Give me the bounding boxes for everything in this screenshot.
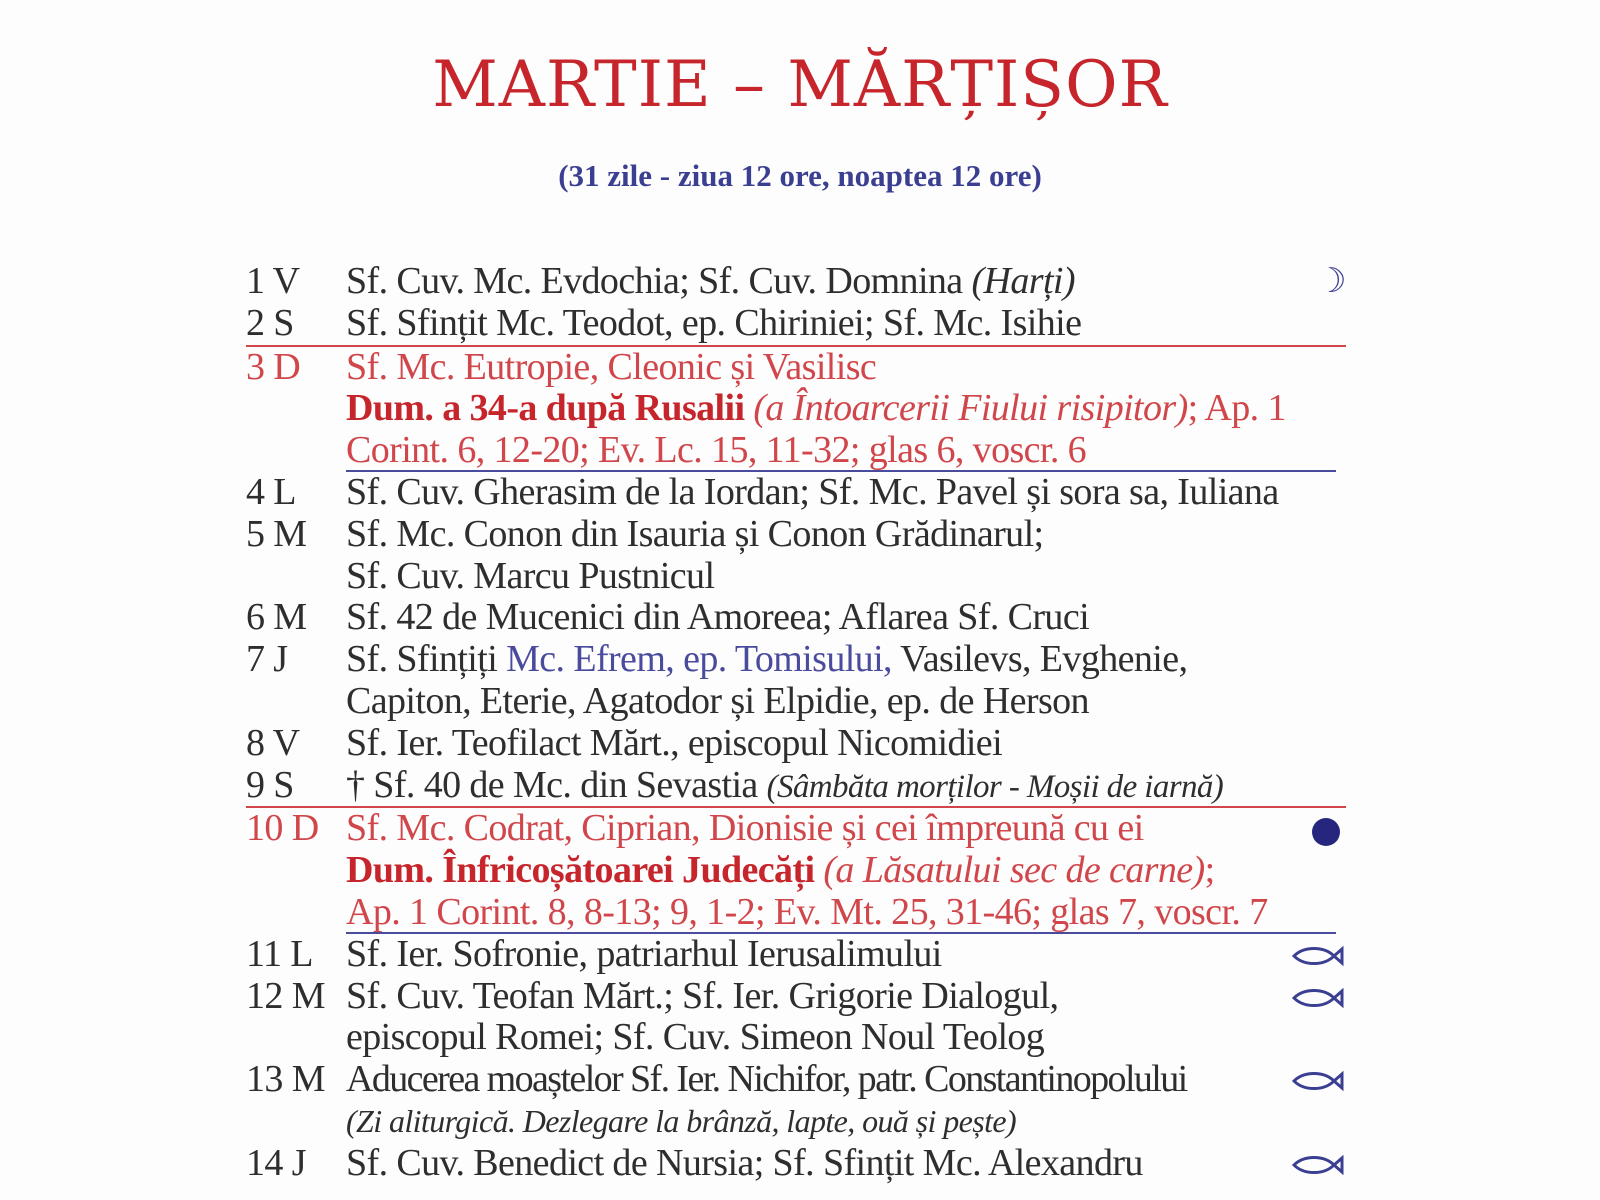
feast-note: (Zi aliturgică. Dezlegare la brânză, lapte, ouă și pește) [346,1102,1017,1139]
list-item [246,808,1346,850]
feast-text: Sf. Sfințiți [346,638,507,681]
fish-icon [1290,988,1344,1008]
list-item [246,976,1346,1018]
list-item [246,597,1346,639]
feast-note: (a Întoarcerii Fiului risipitor) [744,387,1188,430]
day-label: 7 J [246,638,288,681]
list-item-continuation [246,556,1346,598]
list-item [246,723,1346,765]
sunday-title: Dum. a 34-a după Rusalii [346,387,745,430]
list-item-continuation [246,1017,1346,1059]
feast-highlight: Mc. Efrem, ep. Tomisului, [506,638,892,681]
list-item [246,1059,1346,1101]
list-item-continuation [246,1101,1346,1143]
list-item-continuation [246,681,1346,723]
fish-icon [1290,946,1344,966]
day-label: 4 L [246,470,296,513]
feast-text: Sf. Cuv. Marcu Pustnicul [346,554,715,597]
feast-text: Sf. Mc. Conon din Isauria și Conon Grădinarul; [346,512,1044,555]
day-label: 13 M [246,1058,325,1101]
feast-text: † Sf. 40 de Mc. din Sevastia [346,763,767,806]
fish-icon [1290,1155,1344,1175]
feast-text: Sf. Cuv. Mc. Evdochia; Sf. Cuv. Domnina [346,260,972,302]
list-item [246,934,1346,976]
day-label: 5 M [246,512,307,555]
page-subtitle: (31 zile - ziua 12 ore, noaptea 12 ore) [558,158,1042,193]
list-item-continuation [246,388,1346,430]
day-label: 2 S [246,301,294,344]
fish-icon [1290,1071,1344,1091]
day-label: 9 S [246,763,294,806]
list-item [246,261,1346,303]
sunday-title: Dum. Înfricoșătoarei Judecăți [346,849,815,892]
day-label: 14 J [246,1141,306,1184]
list-item [246,765,1346,809]
feast-note: (Sâmbăta morților - Moșii de iarnă) [766,768,1224,805]
feast-text: Sf. Mc. Codrat, Ciprian, Dionisie și cei împreună cu ei [346,807,1144,850]
day-label: 6 M [246,596,307,639]
feast-text: Aducerea moaștelor Sf. Ier. Nichifor, patr. Constantinopolului [346,1058,1187,1101]
day-label: 3 D [246,345,301,388]
day-label: 10 D [246,807,319,850]
calendar-list [246,261,1346,1185]
feast-text: Sf. Cuv. Teofan Mărt.; Sf. Ier. Grigorie Dialogul, [346,974,1059,1017]
feast-text: Sf. Cuv. Gherasim de la Iordan; Sf. Mc. Pavel și sora sa, Iuliana [346,470,1279,513]
list-item-continuation [246,850,1346,892]
list-item-continuation [246,892,1346,934]
list-item [246,347,1346,389]
feast-text: Sf. 42 de Mucenici din Amoreea; Aflarea Sf. Cruci [346,596,1090,639]
feast-text: Capiton, Eterie, Agatodor și Elpidie, ep. de Herson [346,679,1089,722]
feast-text: ; [1204,849,1215,892]
feast-text: ; Ap. 1 [1187,387,1286,430]
day-label: 1 V [246,260,300,302]
list-item [246,639,1346,681]
list-item [246,514,1346,556]
page-title: MARTIE – MĂRȚIȘOR [432,48,1168,122]
list-item-continuation [246,430,1346,472]
feast-text: Vasilevs, Evghenie, [891,638,1188,681]
list-item [246,1143,1346,1185]
feast-note: (a Lăsatului sec de carne) [814,849,1205,892]
feast-text: Sf. Ier. Sofronie, patriarhul Ierusalimului [346,932,942,975]
readings-text: Ap. 1 Corint. 8, 8-13; 9, 1-2; Ev. Mt. 25, 31-46; glas 7, voscr. 7 [346,890,1268,933]
readings-text: Corint. 6, 12-20; Ev. Lc. 15, 11-32; glas 6, voscr. 6 [346,429,1087,472]
feast-text: Sf. Ier. Teofilact Mărt., episcopul Nicomidiei [346,721,1003,764]
feast-note: (Harți) [971,260,1075,302]
list-item [246,472,1346,514]
feast-text: episcopul Romei; Sf. Cuv. Simeon Noul Teolog [346,1016,1045,1059]
feast-text: Sf. Cuv. Benedict de Nursia; Sf. Sfințit Mc. Alexandru [346,1141,1143,1184]
day-label: 8 V [246,721,300,764]
day-label: 12 M [246,974,325,1017]
feast-text: Sf. Sfințit Mc. Teodot, ep. Chiriniei; Sf. Mc. Isihie [346,301,1082,344]
day-label: 11 L [246,932,313,975]
list-item [246,303,1346,347]
feast-text: Sf. Mc. Eutropie, Cleonic și Vasilisc [346,345,877,388]
new-moon-icon [1312,818,1340,846]
crescent-moon-icon: ☽ [1316,263,1346,300]
